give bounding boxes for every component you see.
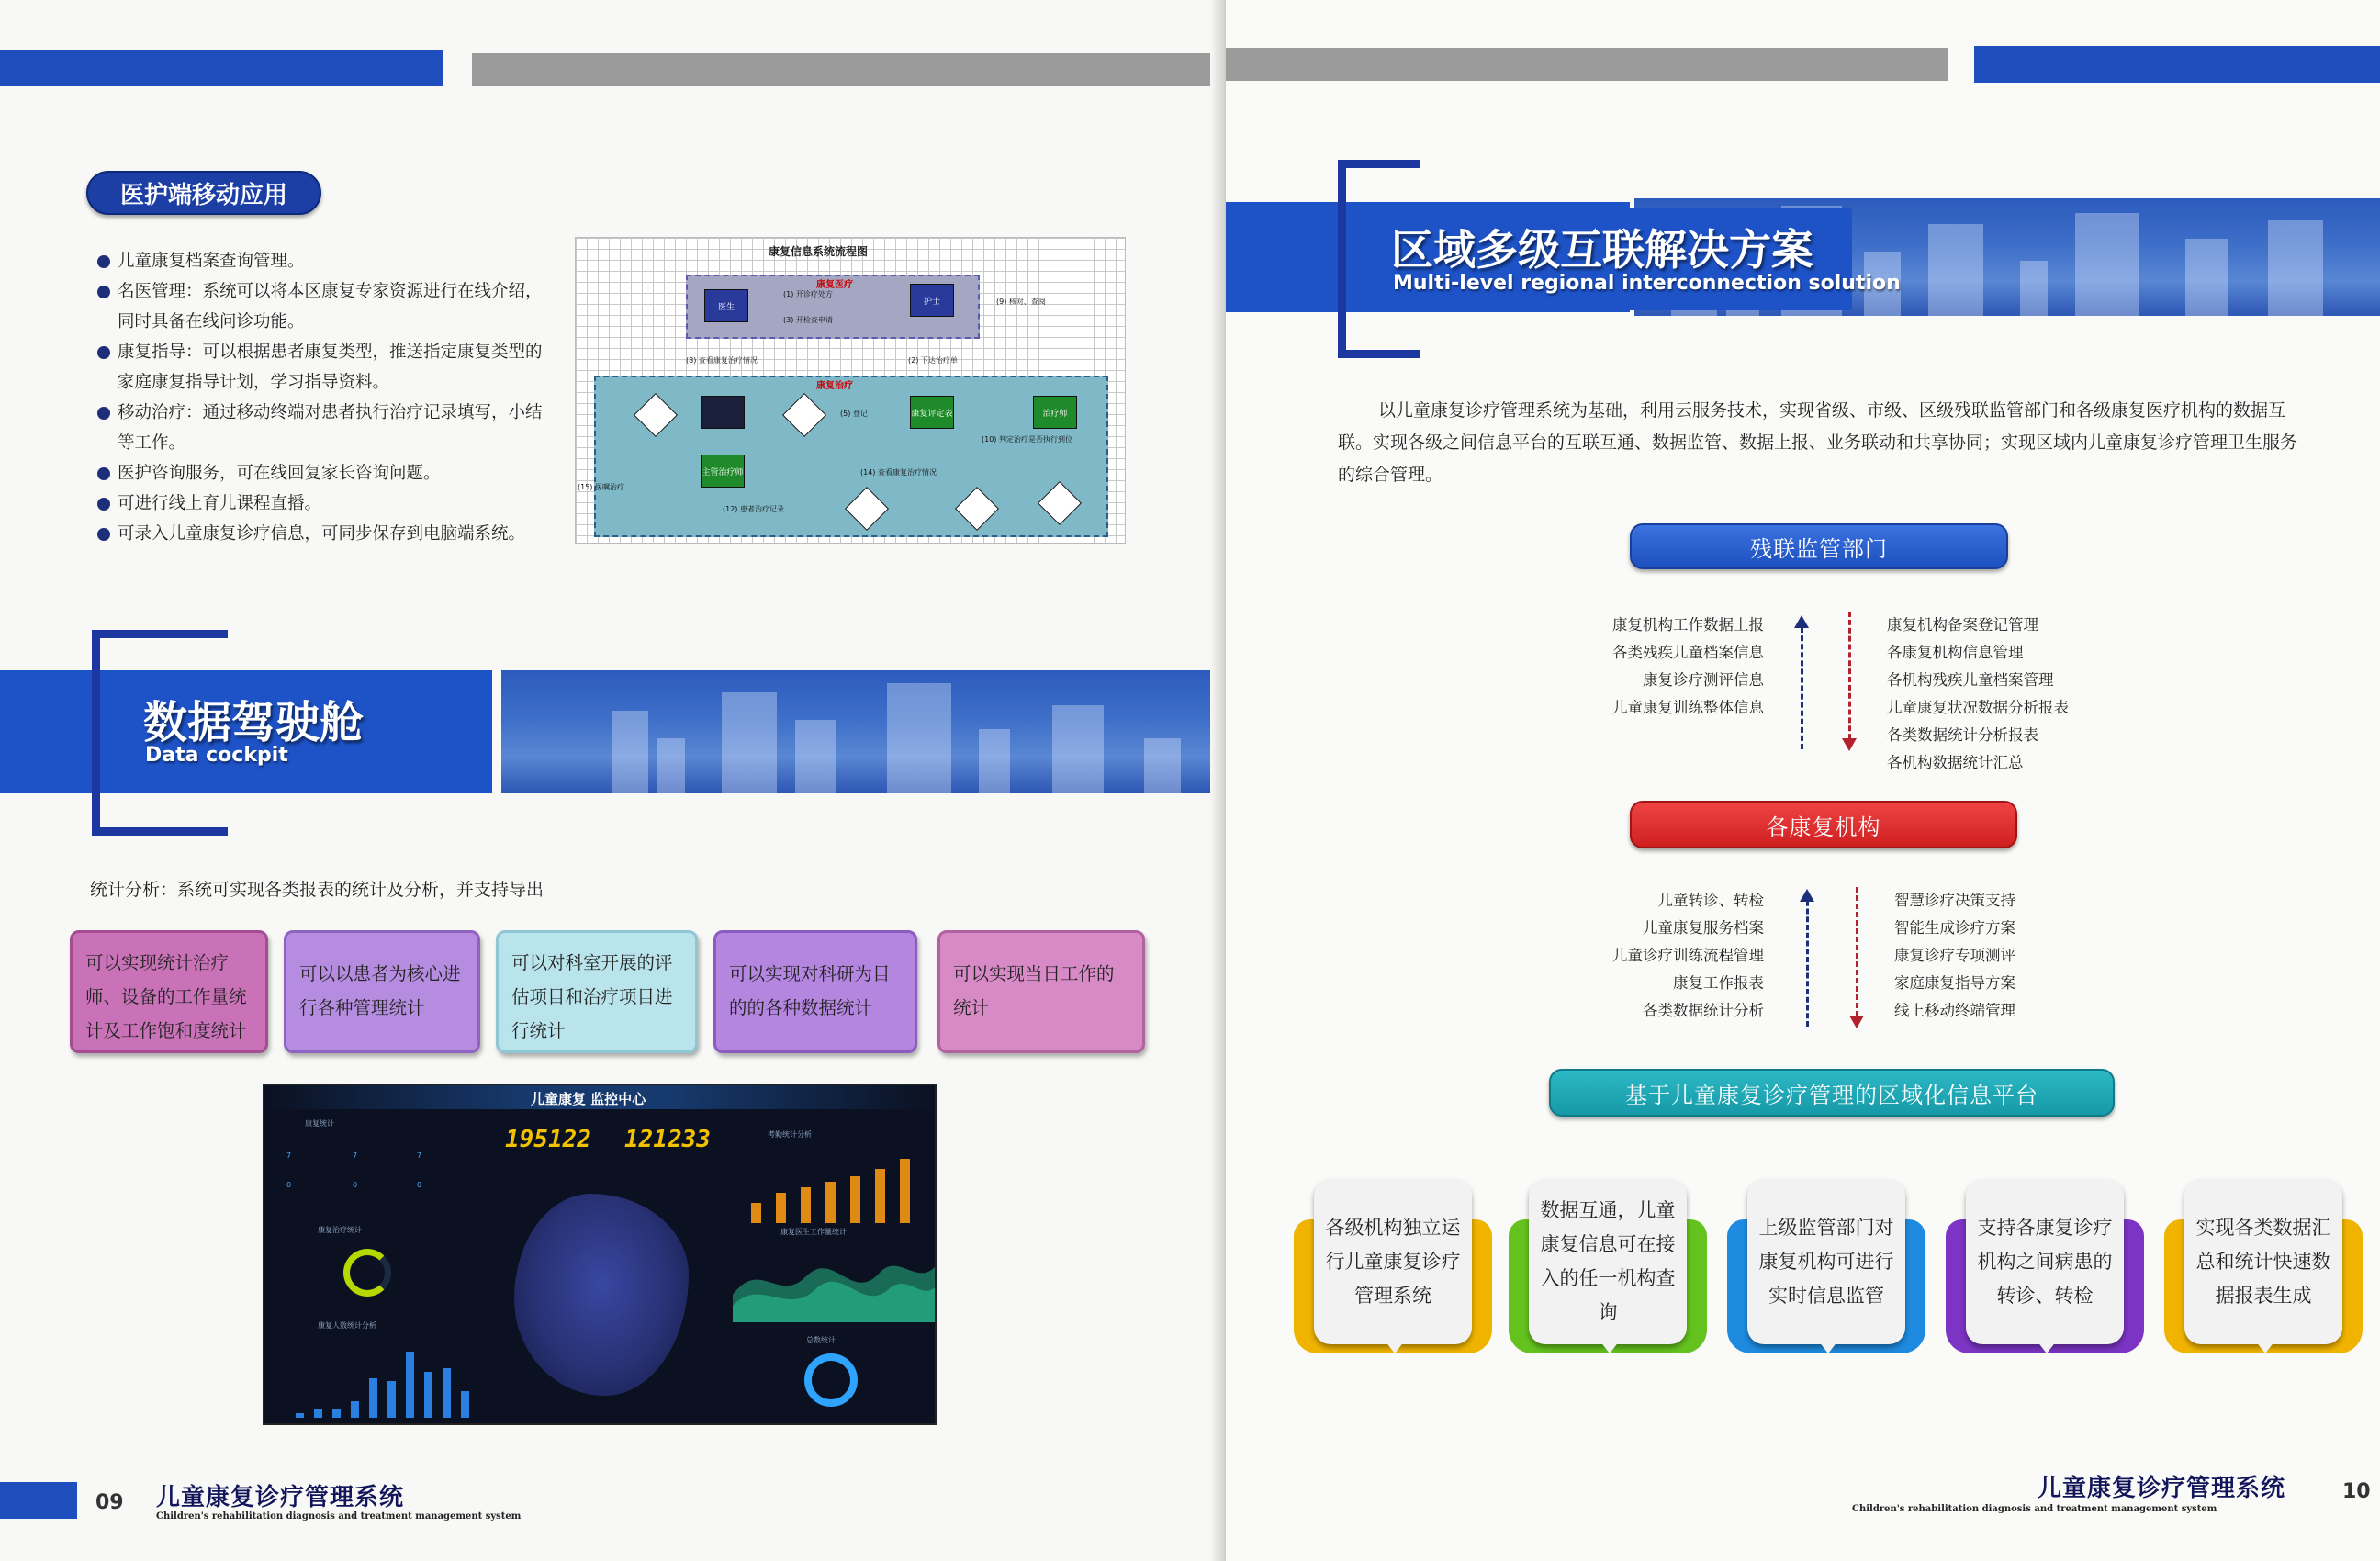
chart-bar — [461, 1391, 469, 1418]
attendance-bar-chart — [746, 1151, 929, 1223]
right-page — [1226, 0, 2380, 1561]
institution-downstream-list — [1894, 887, 2170, 1025]
list-item: 医护咨询服务，可在线回复家长咨询问题。 — [95, 458, 555, 489]
dashboard-counter: 195122 — [505, 1126, 591, 1153]
cockpit-title: 数据驾驶舱 — [143, 697, 365, 748]
treatment-gauge — [343, 1249, 391, 1297]
list-item: 康复诊疗测评信息 — [1643, 671, 1764, 689]
list-item: 各机构数据统计汇总 — [1887, 754, 2024, 771]
flow-edge-label: (2) 下达治疗单 — [908, 356, 958, 365]
list-item: 名医管理：系统可以将本区康复专家资源进行在线介绍，同时具备在线问诊功能。 — [95, 276, 555, 337]
footer-title: 儿童康复诊疗管理系统 — [2038, 1475, 2286, 1502]
flow-diagram-title: 康复信息系统流程图 — [769, 245, 869, 258]
stat-card: 可以实现对科研为目的的各种数据统计 — [713, 930, 917, 1053]
stat-card: 可以对科室开展的评估项目和治疗项目进行统计 — [496, 930, 698, 1053]
chart-bar — [825, 1182, 836, 1223]
top-blue-bar — [1974, 46, 2380, 83]
solution-title: 区域多级互联解决方案 — [1391, 225, 1813, 275]
flow-edge-label: (3) 开检查申请 — [783, 316, 833, 324]
bullet-icon — [97, 286, 110, 298]
flow-edge-label: (9) 核对、查阅 — [996, 298, 1046, 306]
list-item: 儿童诊疗训练流程管理 — [1612, 947, 1764, 964]
footer-bar — [0, 1482, 77, 1519]
chart-bar — [387, 1381, 396, 1418]
top-blue-bar — [0, 50, 443, 86]
flow-edge-label: (15) 医嘱治疗 — [578, 483, 624, 491]
region-map — [514, 1194, 689, 1396]
chart-bar — [351, 1401, 359, 1418]
mobile-feature-list — [95, 246, 555, 549]
feature-bubble: 实现各类数据汇总和统计快速数据报表生成 — [2164, 1179, 2363, 1359]
flow-edge-label: (14) 查看康复治疗情况 — [860, 468, 937, 477]
node-rehab-institutions: 各康复机构 — [1630, 801, 2017, 848]
list-item: 各康复机构信息管理 — [1887, 644, 2024, 661]
flow-edge-label: (10) 判定治疗是否执行到位 — [982, 435, 1072, 444]
list-item: 康复指导：可以根据患者康复类型，推送指定康复类型的家庭康复指导计划，学习指导资料。 — [95, 337, 555, 398]
footer-subtitle: Children's rehabilitation diagnosis and treatment management system — [156, 1511, 522, 1522]
dashboard-panel-label: 考勤统计分析 — [768, 1130, 812, 1139]
page-number: 10 — [2342, 1480, 2371, 1503]
dashboard-panel-label: 康复统计 — [305, 1119, 334, 1128]
download-arrow-icon — [1848, 612, 1851, 747]
dashboard-panel-label: 康复人数统计分析 — [318, 1321, 376, 1330]
list-item: 移动治疗：通过移动终端对患者执行治疗记录填写，小结等工作。 — [95, 398, 555, 458]
chart-bar — [776, 1193, 786, 1223]
top-gray-bar — [472, 53, 1221, 86]
feature-bubble: 数据互通，儿童康复信息可在接入的任一机构查询 — [1509, 1179, 1707, 1359]
list-item: 智能生成诊疗方案 — [1894, 919, 2015, 937]
institution-upstream-list — [1465, 887, 1764, 1025]
list-item: 可进行线上育儿课程直播。 — [95, 489, 555, 519]
list-item: 各类数据统计分析报表 — [1887, 726, 2038, 744]
chart-bar — [424, 1372, 432, 1418]
chart-bar — [369, 1378, 377, 1418]
flow-node-chief-therapist: 主管治疗师 — [701, 455, 745, 488]
download-arrow-icon — [1856, 887, 1858, 1025]
list-item: 线上移动终端管理 — [1894, 1002, 2015, 1019]
dashboard-counter: 121233 — [624, 1126, 711, 1153]
rehab-flow-diagram — [575, 237, 1126, 544]
chart-bar — [332, 1409, 341, 1418]
flow-edge-label: (1) 开诊疗处方 — [783, 290, 833, 298]
flow-edge-label: (5) 登记 — [840, 410, 868, 418]
list-item: 康复诊疗专项测评 — [1894, 947, 2015, 964]
solution-subtitle: Multi-level regional interconnection solution — [1393, 272, 1901, 295]
section-heading-mobile: 医护端移动应用 — [86, 171, 321, 215]
bullet-icon — [97, 346, 110, 359]
stat-card: 可以实现当日工作的统计 — [937, 930, 1145, 1053]
flow-zone-medical-label: 康复医疗 — [816, 280, 853, 290]
top-gray-bar — [1226, 48, 1948, 81]
chart-bar — [296, 1413, 304, 1418]
upload-arrow-icon — [1806, 893, 1809, 1027]
feature-bubble: 各级机构独立运行儿童康复诊疗管理系统 — [1294, 1179, 1492, 1359]
bullet-icon — [97, 467, 110, 480]
chart-bar — [900, 1159, 910, 1223]
list-item: 康复工作报表 — [1673, 974, 1764, 992]
list-item: 各类残疾儿童档案信息 — [1612, 644, 1764, 661]
list-item: 儿童转诊、转检 — [1657, 892, 1764, 909]
footer-subtitle: Children's rehabilitation diagnosis and treatment management system — [1852, 1504, 2217, 1514]
chart-bar — [801, 1187, 811, 1223]
list-item: 家庭康复指导方案 — [1894, 974, 2015, 992]
dashboard-panel-label: 康复治疗统计 — [318, 1226, 362, 1234]
node-disability-federation: 残联监管部门 — [1630, 523, 2008, 569]
cockpit-subtitle: Data cockpit — [145, 744, 288, 767]
feature-bubble: 支持各康复诊疗机构之间病患的转诊、转检 — [1946, 1179, 2144, 1359]
flow-node-therapist — [701, 396, 745, 429]
solution-description: 以儿童康复诊疗管理系统为基础，利用云服务技术，实现省级、市级、区级残联监管部门和各级康复医疗机构的数据互联。实现各级之间信息平台的互联互通、数据监管、数据上报、业务联动和共享协同；实现区域内儿童康复诊疗管理卫生服务的综合管理。 — [1338, 400, 2298, 485]
list-item: 康复机构工作数据上报 — [1612, 616, 1764, 634]
list-item: 儿童康复档案查询管理。 — [95, 246, 555, 276]
flow-node-nurse: 护士 — [910, 284, 954, 317]
workload-wave-chart — [733, 1240, 935, 1322]
flow-edge-label: (12) 患者治疗记录 — [723, 505, 784, 513]
chart-bar — [875, 1169, 885, 1223]
downstream-data-list — [1887, 612, 2162, 777]
flow-node-treatment: 治疗师 — [1033, 396, 1077, 429]
flow-edge-label: (8) 查看康复治疗情况 — [686, 356, 758, 365]
list-item: 康复机构备案登记管理 — [1887, 616, 2038, 634]
dashboard-panel-label: 康复医生工作量统计 — [780, 1228, 847, 1236]
dashboard-panel-label: 总数统计 — [806, 1336, 836, 1344]
chart-bar — [314, 1409, 322, 1418]
flow-zone-therapy-label: 康复治疗 — [816, 381, 853, 391]
page-number: 09 — [95, 1491, 124, 1514]
bullet-icon — [97, 498, 110, 511]
chart-bar — [443, 1368, 451, 1418]
chart-bar — [751, 1203, 761, 1223]
list-item: 儿童康复状况数据分析报表 — [1887, 699, 2069, 716]
cockpit-banner-city-image — [501, 670, 1221, 793]
stat-card: 可以以患者为核心进行各种管理统计 — [284, 930, 480, 1053]
flow-node-doctor: 医生 — [704, 289, 748, 322]
total-gauge — [804, 1353, 858, 1407]
list-item: 各机构残疾儿童档案管理 — [1887, 671, 2054, 689]
list-item: 各类数据统计分析 — [1643, 1002, 1764, 1019]
upstream-data-list — [1483, 612, 1764, 722]
stat-card: 可以实现统计治疗师、设备的工作量统计及工作饱和度统计 — [70, 930, 268, 1053]
node-regional-platform: 基于儿童康复诊疗管理的区域化信息平台 — [1549, 1069, 2115, 1117]
chart-bar — [850, 1176, 860, 1223]
stat-analysis-text: 统计分析：系统可实现各类报表的统计及分析，并支持导出 — [90, 880, 544, 900]
bullet-icon — [97, 407, 110, 420]
dashboard-title: 儿童康复 监控中心 — [531, 1091, 646, 1107]
upload-arrow-icon — [1801, 619, 1803, 749]
flow-node-assessment: 康复评定表 — [910, 396, 954, 429]
chart-bar — [406, 1352, 414, 1418]
monitor-dashboard: 儿童康复 监控中心 195122 121233 康复统计 7 7 7 0 0 0 考勤统计分析 康复治疗统计 康复人数统计分析 康复医生工作量统计 总数统计 — [263, 1084, 937, 1425]
rehab-count-bar-chart — [283, 1335, 485, 1418]
list-item: 可录入儿童康复诊疗信息，可同步保存到电脑端系统。 — [95, 519, 555, 549]
bullet-icon — [97, 255, 110, 268]
list-item: 儿童康复训练整体信息 — [1612, 699, 1764, 716]
bullet-icon — [97, 528, 110, 541]
feature-bubble: 上级监管部门对康复机构可进行实时信息监管 — [1727, 1179, 1925, 1359]
list-item: 儿童康复服务档案 — [1643, 919, 1764, 937]
list-item: 智慧诊疗决策支持 — [1894, 892, 2015, 909]
footer-title: 儿童康复诊疗管理系统 — [156, 1484, 405, 1511]
